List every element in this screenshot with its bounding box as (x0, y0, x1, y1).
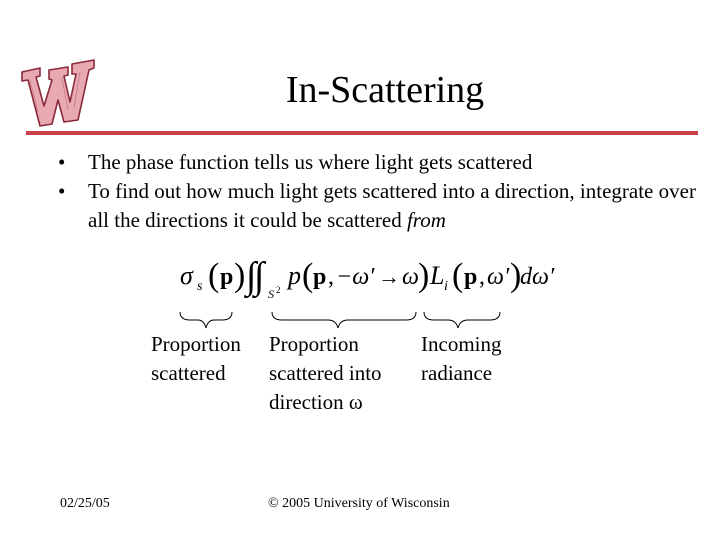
eq-p-bold-3: p (464, 264, 478, 290)
bullet-list (58, 148, 698, 235)
eq-comma-2: , (479, 264, 485, 290)
eq-paren-close-2: ) (418, 257, 430, 294)
eq-omega: ω (402, 264, 419, 290)
eq-domain-exp: 2 (276, 285, 281, 295)
label-proportion-scattered-line1: Proportion (151, 332, 241, 356)
wisconsin-w-logo (18, 50, 98, 128)
label-incoming-line1: Incoming (421, 332, 502, 356)
footer-copyright: © 2005 University of Wisconsin (268, 496, 450, 511)
bullet-glyph: • (58, 150, 66, 174)
eq-d-omega-prime: dω′ (520, 264, 555, 290)
eq-sigma-sub: s (197, 279, 203, 294)
bullet-text: The phase function tells us where light gets scattered (88, 150, 533, 174)
eq-comma: , (328, 264, 334, 290)
label-incoming-line2: radiance (421, 361, 493, 385)
eq-L: L (430, 261, 445, 290)
eq-domain: S (268, 287, 274, 301)
underbrace-radiance (424, 312, 500, 328)
in-scattering-equation (178, 250, 558, 302)
label-proportion-into-line1: Proportion (269, 332, 359, 356)
bullet-item (58, 177, 698, 235)
underbrace-phase (272, 312, 416, 328)
eq-integral: ∫ (246, 255, 257, 297)
eq-paren-open: ( (208, 257, 220, 294)
eq-arrow: → (378, 264, 400, 289)
label-proportion-into-line3: direction ω (269, 390, 363, 414)
eq-minus-omega-prime: −ω′ (336, 264, 375, 290)
underbrace-sigma (180, 312, 232, 328)
bullet-glyph: • (58, 179, 66, 203)
footer-date: 02/25/05 (60, 496, 110, 511)
eq-omega-prime: ω′ (487, 264, 510, 290)
eq-paren-close: ) (234, 257, 246, 294)
eq-p-bold: p (220, 264, 234, 290)
bullet-text: To find out how much light gets scattered into a direction, integrate over all the directions it could be scattered (88, 179, 696, 232)
eq-phase-p: p (288, 261, 301, 290)
label-proportion-into-line2: scattered into (269, 361, 382, 385)
eq-paren-open-2: ( (302, 257, 314, 294)
eq-L-sub: i (444, 279, 448, 294)
label-proportion-scattered-line2: scattered (151, 361, 226, 385)
eq-sigma: σ (180, 261, 193, 290)
slide-title: In-Scattering (285, 69, 485, 111)
bullet-item (58, 148, 698, 177)
bullet-emphasis: from (406, 208, 446, 232)
title-underline (26, 131, 698, 135)
eq-integral-2: ∫ (254, 255, 265, 297)
eq-paren-close-3: ) (510, 257, 522, 294)
eq-p-bold-2: p (313, 264, 327, 290)
eq-paren-open-3: ( (452, 257, 464, 294)
